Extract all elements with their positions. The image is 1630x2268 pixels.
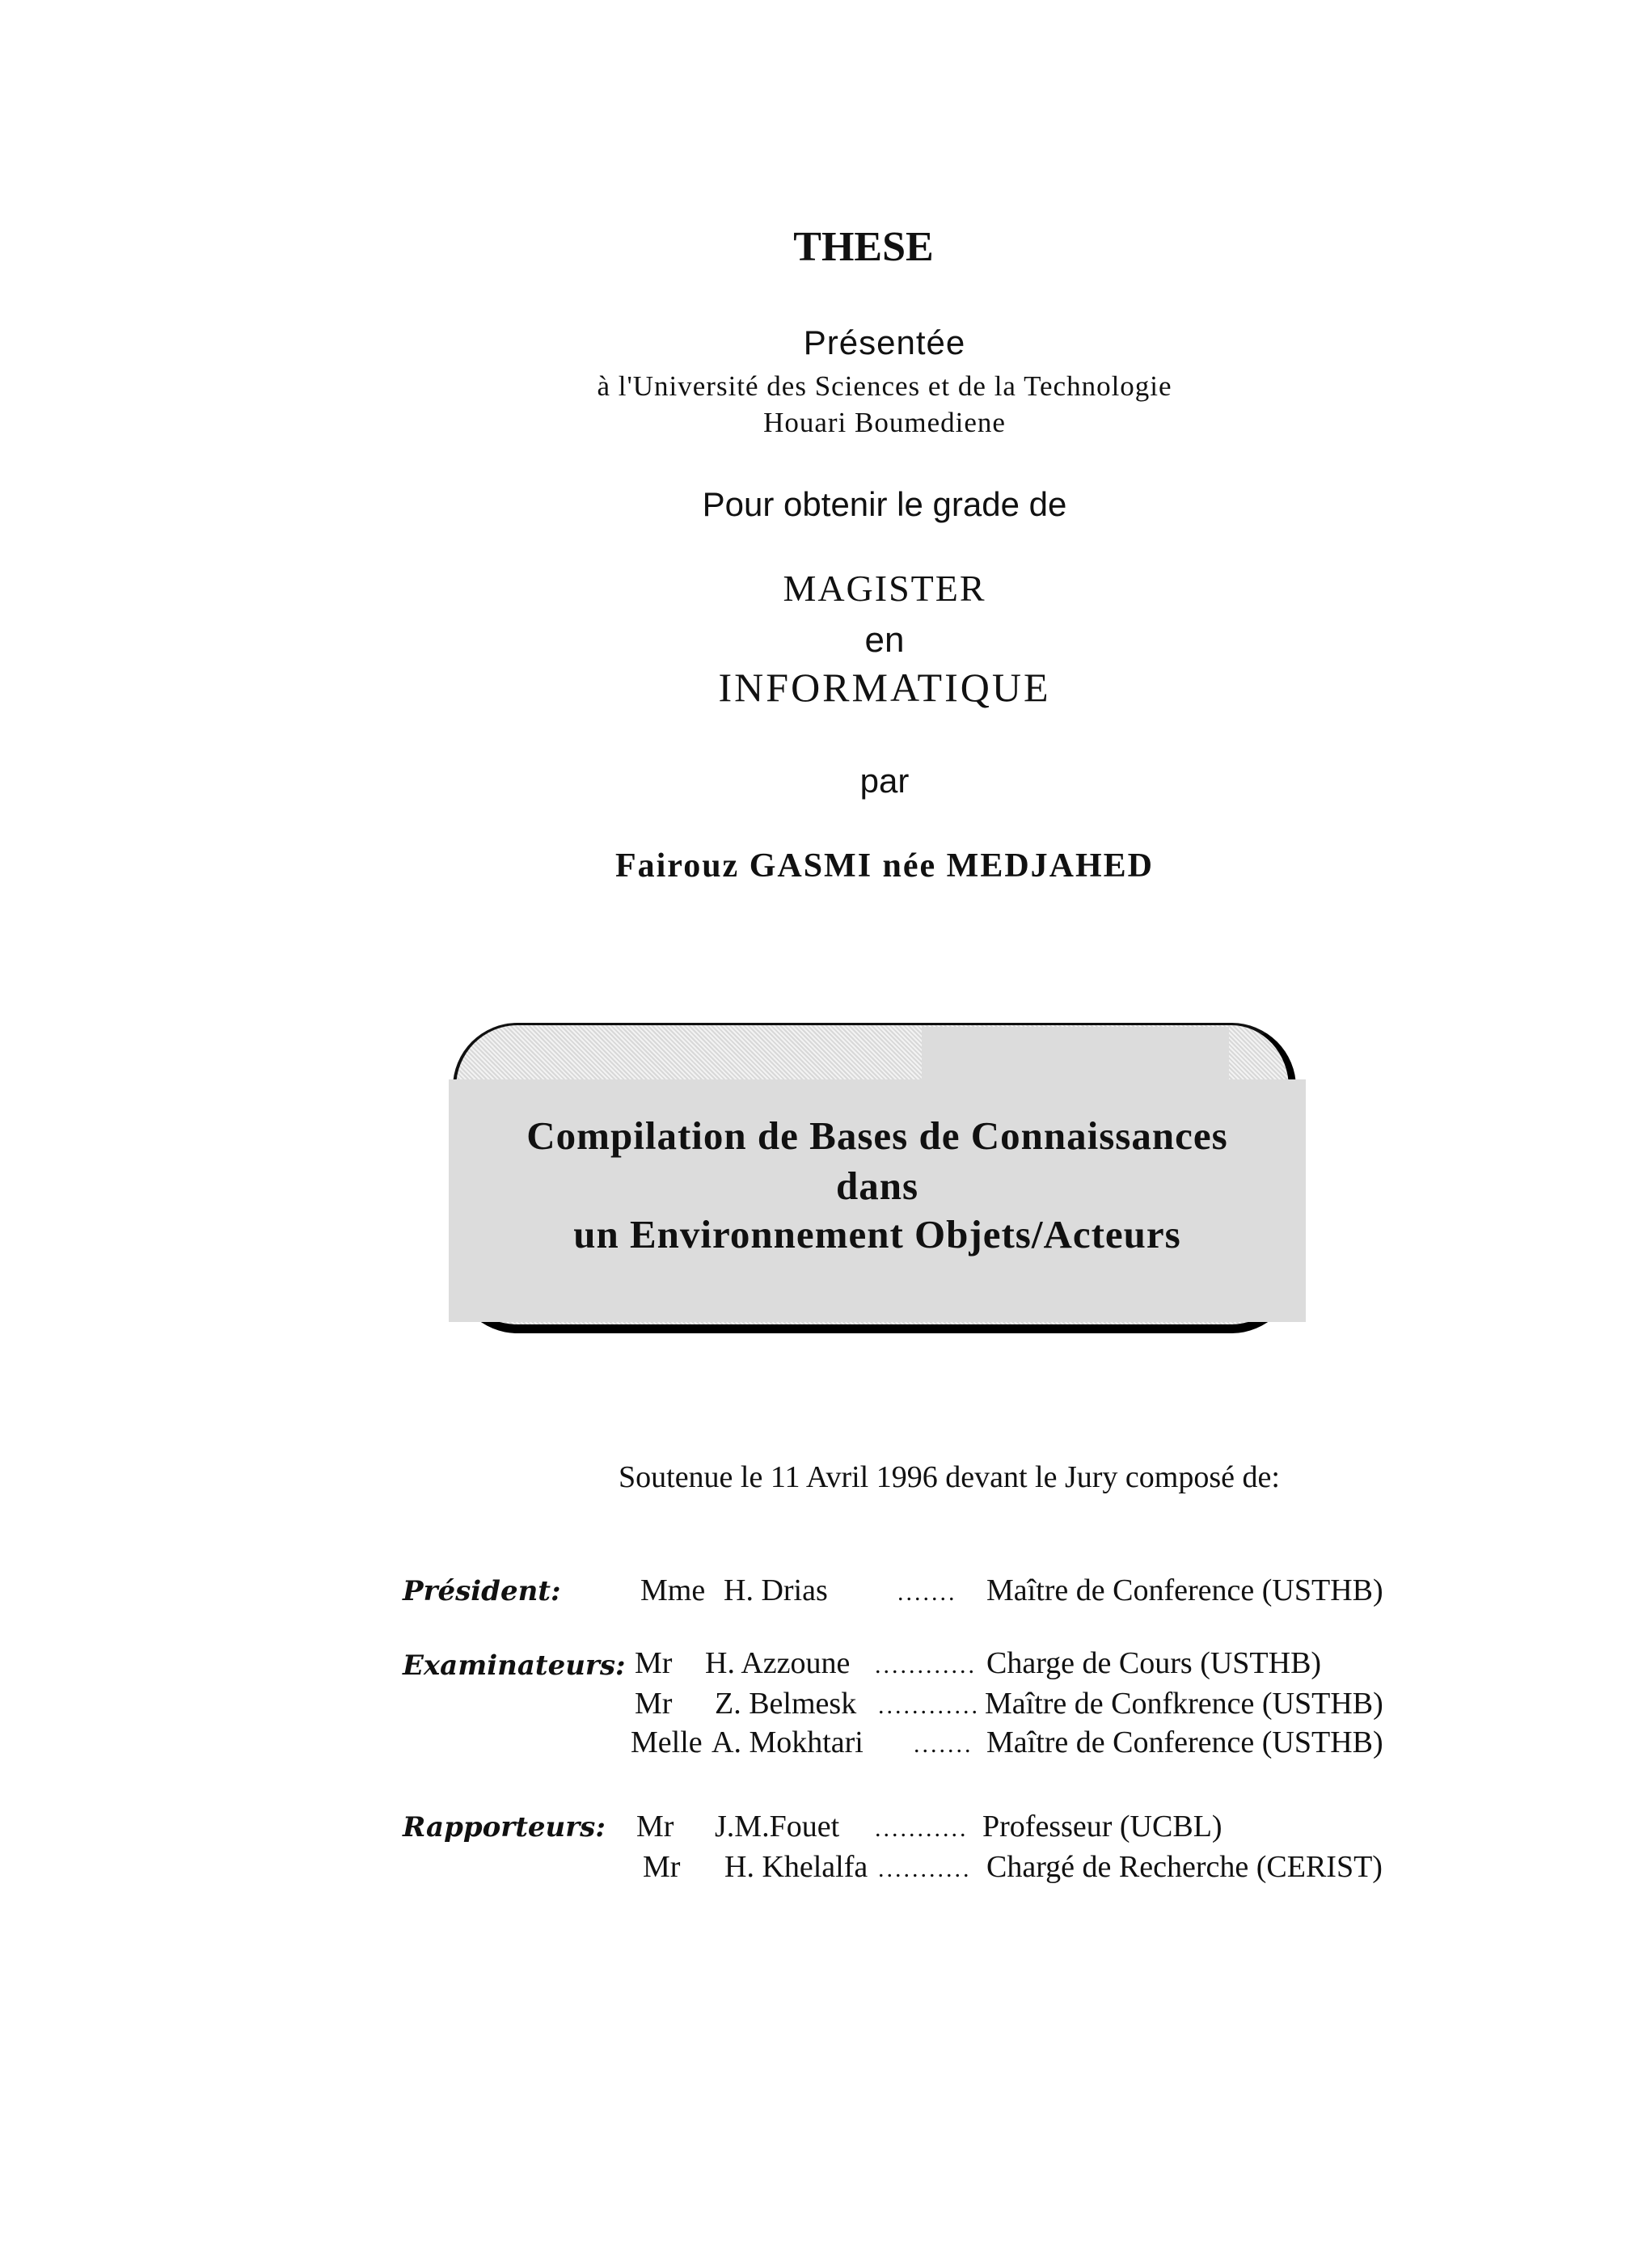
jury-name: H. Khelalfa [724,1850,868,1884]
title-box-fill-top [922,1027,1229,1083]
role-president: Président: [403,1575,561,1607]
degree-connector: en [864,620,905,660]
defense-date-line: Soutenue le 11 Avril 1996 devant le Jury composé de: [619,1460,1280,1494]
jury-dots: ............ [878,1692,980,1719]
thesis-title-line3: un Environnement Objets/Acteurs [573,1212,1181,1256]
jury-position: Professeur (UCBL) [982,1810,1222,1844]
role-examinateurs: Examinateurs: [403,1649,626,1682]
degree-intro: Pour obtenir le grade de [702,485,1067,523]
degree-field: INFORMATIQUE [718,665,1051,710]
jury-title: Mr [643,1850,681,1884]
jury-name: Z. Belmesk [715,1687,857,1721]
jury-title: Mr [635,1646,673,1680]
jury-name: H. Drias [724,1573,828,1607]
thesis-title-line1: Compilation de Bases de Connaissances [526,1113,1228,1158]
jury-position: Maître de Conference (USTHB) [986,1725,1383,1759]
jury-name: A. Mokhtari [712,1725,864,1759]
jury-position: Maître de Confkrence (USTHB) [985,1687,1383,1721]
jury-dots: ............ [875,1652,977,1679]
jury-position: Chargé de Recherche (CERIST) [986,1850,1383,1884]
jury-title: Mr [636,1810,674,1844]
jury-dots: ....... [897,1579,957,1606]
university-name: à l'Université des Sciences et de la Technologie [597,370,1172,402]
thesis-heading: THESE [793,224,934,270]
presented-label: Présentée [803,323,966,361]
university-name-line2: Houari Boumediene [763,407,1006,438]
jury-title: Mr [635,1687,673,1721]
jury-dots: ........... [875,1815,969,1842]
jury-title: Melle [631,1725,703,1759]
author-name: Fairouz GASMI née MEDJAHED [614,847,1155,885]
jury-position: Maître de Conference (USTHB) [986,1573,1383,1607]
degree-name: MAGISTER [783,568,986,609]
jury-name: J.M.Fouet [715,1810,840,1844]
author-intro: par [859,762,910,800]
role-rapporteurs: Rapporteurs: [403,1811,606,1844]
jury-name: H. Azzoune [705,1646,851,1680]
thesis-title-line2: dans [835,1164,919,1208]
jury-position: Charge de Cours (USTHB) [986,1646,1322,1680]
jury-dots: ....... [914,1731,973,1758]
jury-dots: ........... [878,1856,972,1882]
jury-title: Mme [640,1573,706,1607]
